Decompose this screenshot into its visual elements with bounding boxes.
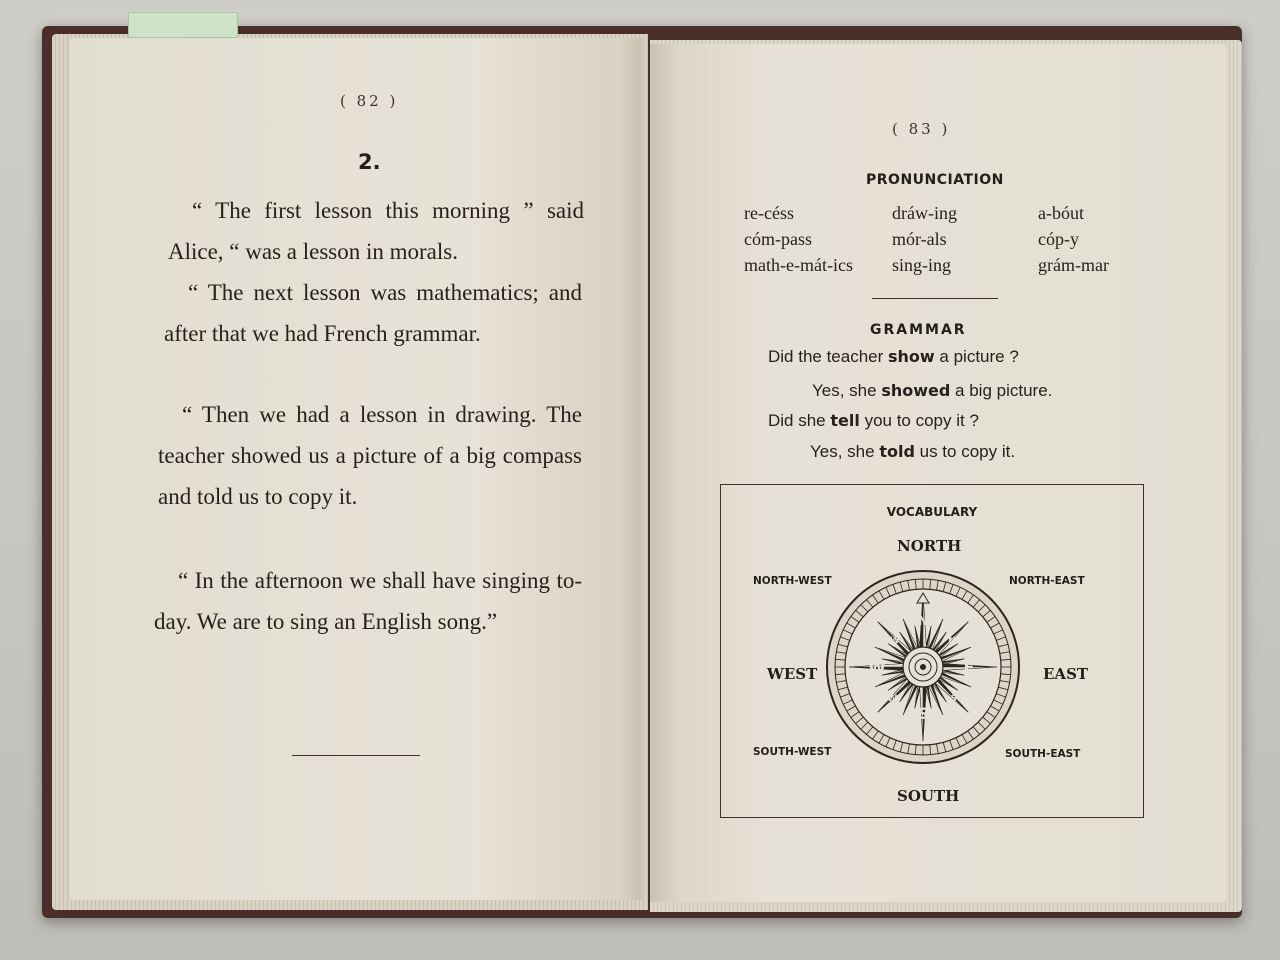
paragraph: “ Then we had a lesson in drawing. The teacher showed us a picture of a big compass and told us to copy it. bbox=[158, 402, 582, 509]
pronunciation-word: cóm-pass bbox=[744, 229, 812, 249]
grammar-line: Did the teacher show a picture ? bbox=[768, 347, 1019, 366]
vocabulary-heading: VOCABULARY bbox=[886, 505, 978, 519]
pronunciation-word: math-e-mát-ics bbox=[744, 255, 853, 275]
direction-label-north-west: NORTH-WEST bbox=[753, 575, 832, 587]
paragraph: “ The first lesson this morning ” said Alice, “ was a lesson in morals. bbox=[168, 198, 584, 264]
compass-rose-icon bbox=[823, 567, 1023, 767]
grammar-line: Did she tell you to copy it ? bbox=[768, 411, 979, 430]
direction-label-north-east: NORTH-EAST bbox=[1009, 575, 1085, 587]
direction-label-east: EAST bbox=[1043, 665, 1089, 683]
page-number-right: ( 83 ) bbox=[892, 120, 951, 138]
rose-letter-ne: NE bbox=[948, 636, 962, 646]
direction-label-south-west: SOUTH-WEST bbox=[753, 746, 832, 758]
pronunciation-column bbox=[892, 200, 957, 278]
paragraph: “ The next lesson was mathematics; and after that we had French grammar. bbox=[164, 280, 582, 346]
pronunciation-word: cóp-y bbox=[1038, 229, 1079, 249]
pronunciation-word: dráw-ing bbox=[892, 203, 957, 223]
pronunciation-word: re-céss bbox=[744, 203, 794, 223]
right-page bbox=[650, 44, 1226, 902]
pronunciation-word: sing-ing bbox=[892, 255, 952, 275]
direction-label-south-east: SOUTH-EAST bbox=[1005, 748, 1081, 760]
section-end-rule bbox=[292, 755, 420, 756]
pronunciation-column bbox=[744, 200, 853, 278]
rose-letter-n: N bbox=[917, 614, 929, 628]
grammar-line: Yes, she showed a big picture. bbox=[812, 381, 1053, 400]
rose-letter-se: SE bbox=[950, 694, 964, 704]
pronunciation-word: mór-als bbox=[892, 229, 947, 249]
rose-letter-s: S bbox=[917, 704, 929, 723]
section-divider bbox=[872, 298, 998, 299]
grammar-heading: GRAMMAR bbox=[870, 322, 967, 338]
rose-letter-nw: NW bbox=[882, 636, 900, 646]
direction-label-west: WEST bbox=[767, 665, 818, 683]
rose-letter-w: W bbox=[868, 658, 886, 677]
left-page bbox=[70, 38, 642, 900]
direction-label-north: NORTH bbox=[897, 537, 962, 555]
pronunciation-word: a-bóut bbox=[1038, 203, 1084, 223]
page-number-left: ( 82 ) bbox=[340, 92, 399, 110]
vocabulary-box bbox=[720, 484, 1144, 818]
direction-label-south: SOUTH bbox=[897, 787, 960, 805]
grammar-line: Yes, she told us to copy it. bbox=[810, 442, 1016, 461]
paragraph: “ In the afternoon we shall have singing to-day. We are to sing an English song.” bbox=[154, 568, 582, 634]
lesson-heading: 2. bbox=[358, 150, 381, 174]
pronunciation-word: grám-mar bbox=[1038, 255, 1109, 275]
pronunciation-column bbox=[1038, 200, 1109, 278]
pronunciation-heading: PRONUNCIATION bbox=[866, 172, 1004, 188]
rose-letter-sw: SW bbox=[880, 694, 898, 704]
bookmark-tab bbox=[128, 12, 238, 38]
rose-letter-e: E bbox=[963, 658, 975, 677]
